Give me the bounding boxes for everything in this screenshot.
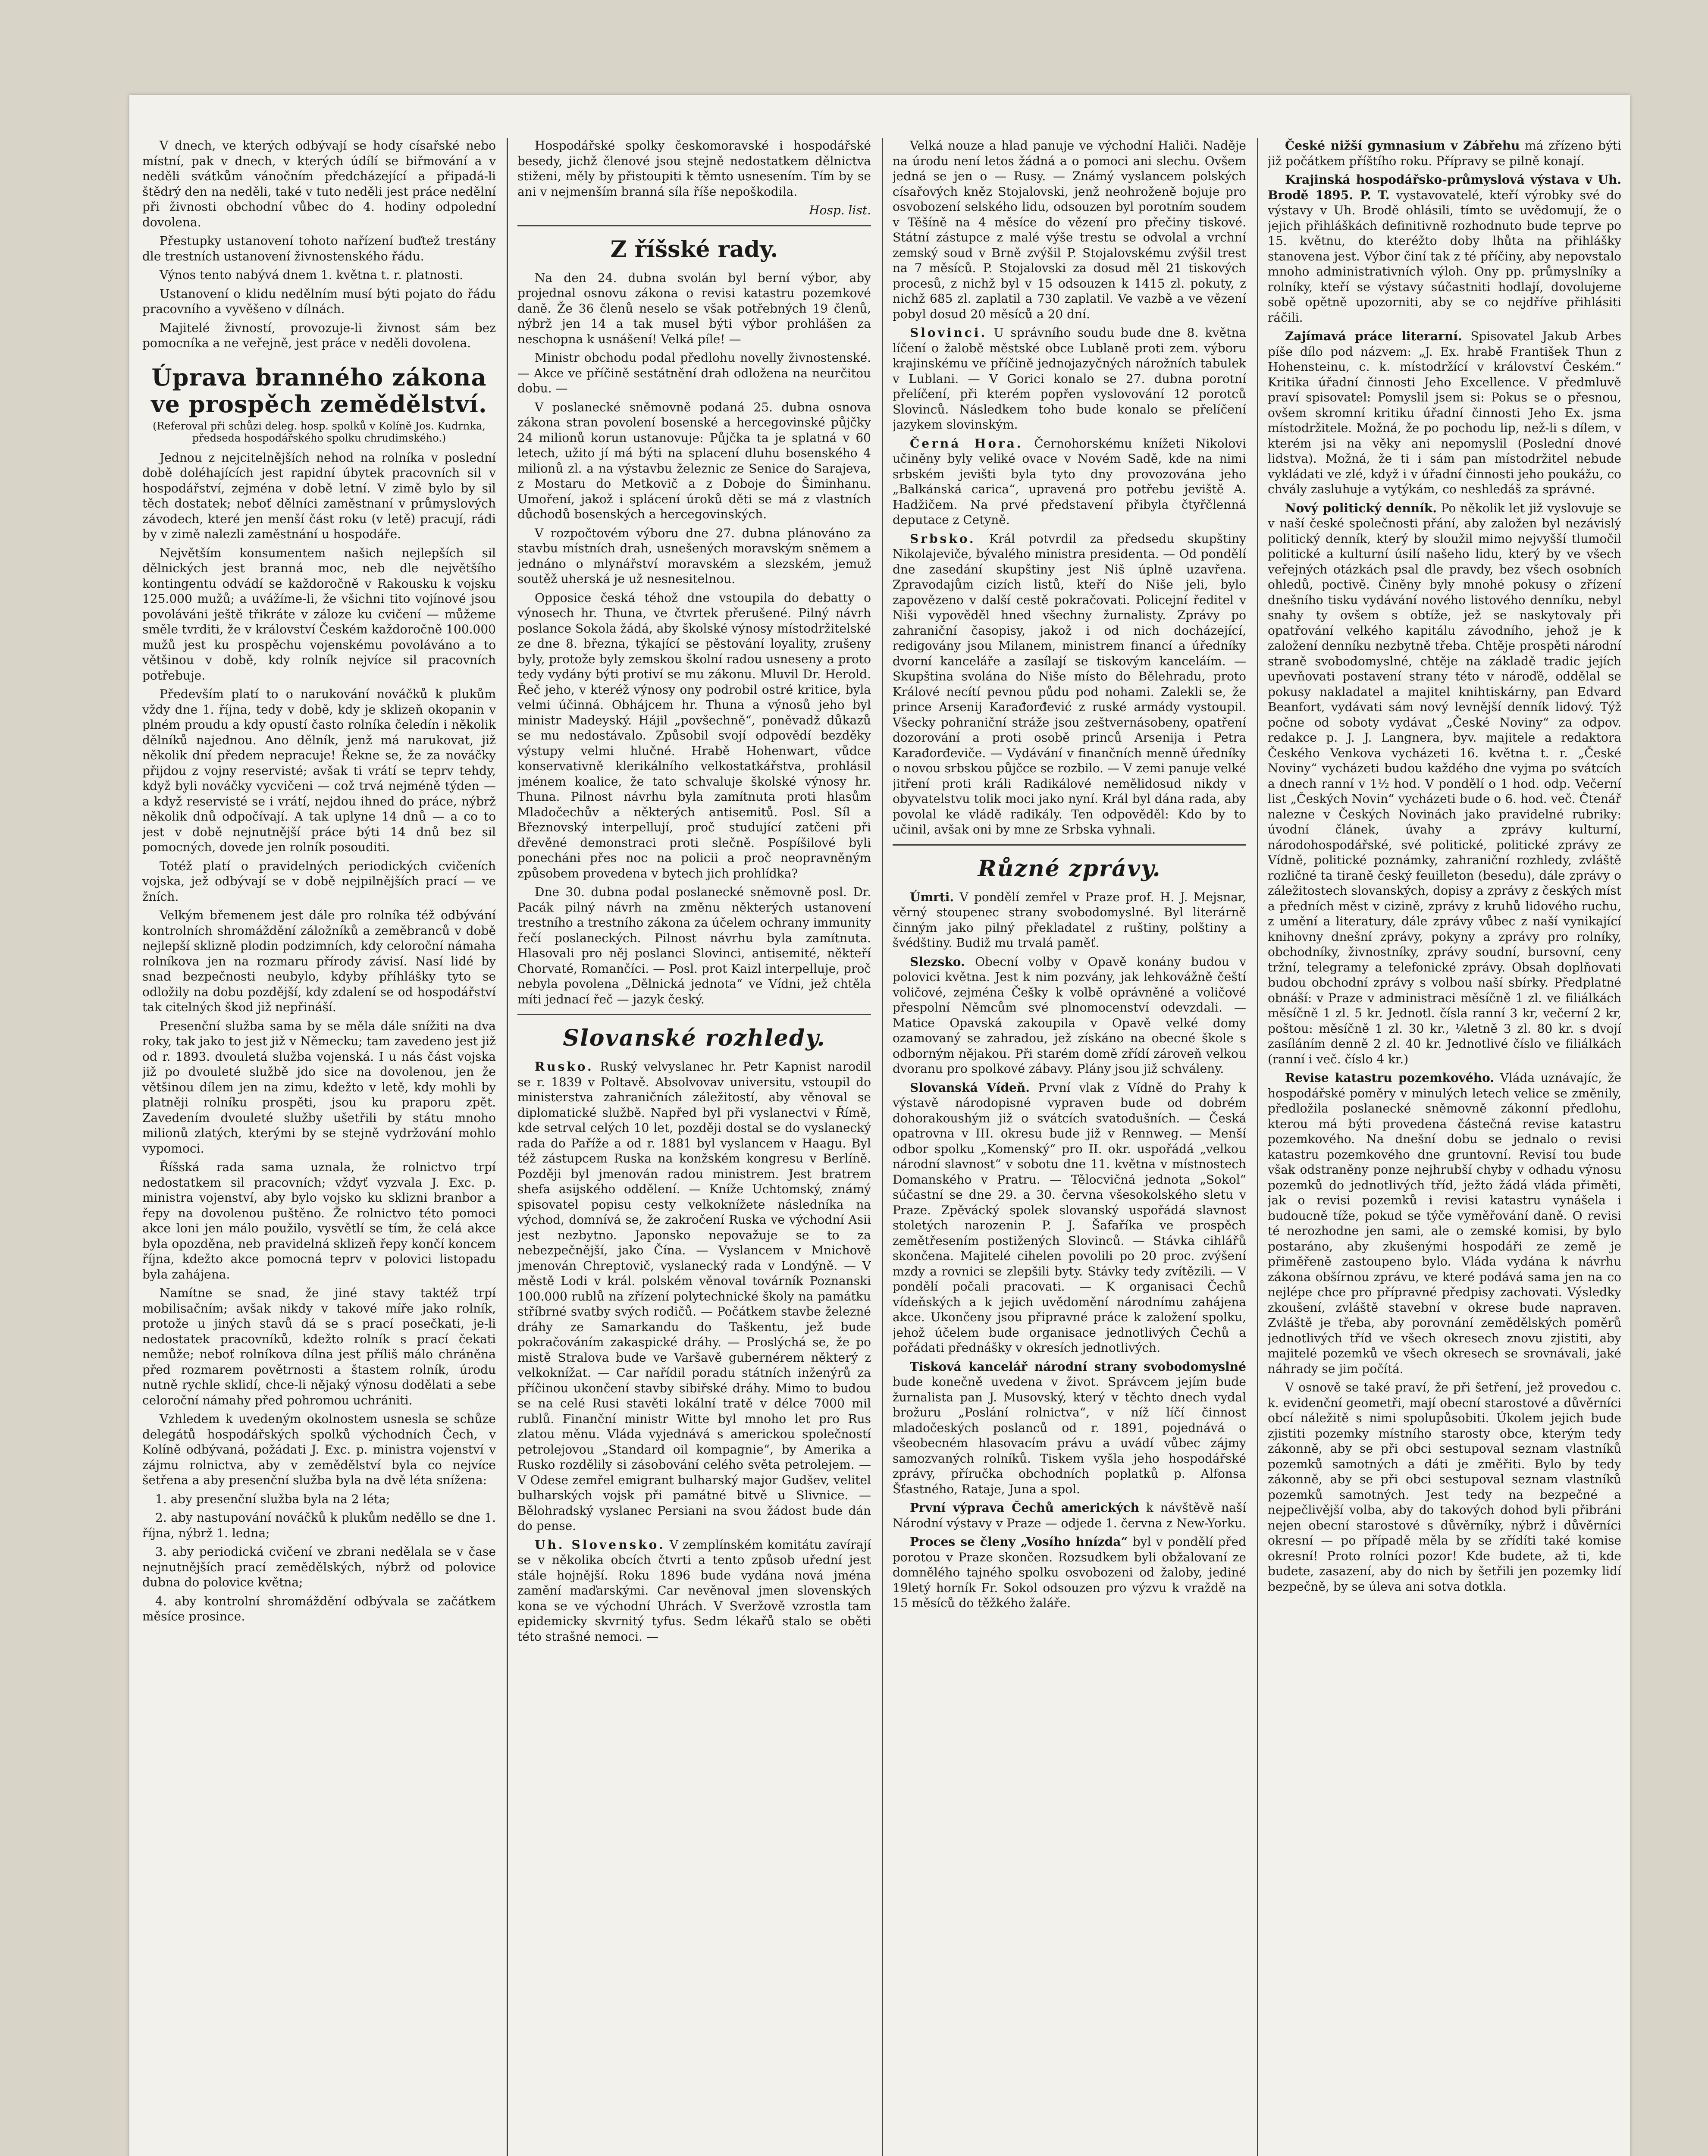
column-1 xyxy=(142,138,496,2156)
paragraph-text: byl v pondělí před porotou v Praze skončen. Rozsudkem byli obžalovaní ze domnělého tajného spolku osvobozeni od žaloby, jediné 19letý horník Fr. Sokol odsouzen pro výzvu k vraždě na 15 měsíců do těžkého žaláře. xyxy=(893,1535,1246,1610)
paragraph: V dnech, ve kterých odbývají se hody císařské nebo místní, pak v dnech, v kterých údílí se biřmování a v neděli svátkům vánočním předcházející a připadá-li štědrý den na neděli, také v tuto neděli jest práce nedělní při živnosti obchodní vůbec do 4. hodiny odpolední dovolena. xyxy=(142,138,496,229)
paragraph-text: Král potvrdil za předsedu skupštiny Nikolajeviče, bývalého ministra presidenta. — Od pondělí dne zasedání skupštiny jest Niš úplně uzavřena. Zpravodajům cizích listů, kteří do Niše jeli, bylo zapovězeno v další cestě pokračovati. Policejní ředitel v Niši vypověděl hned všechny žurnalisty. Zprávy po zahraniční časopisy, jakož i od nich docházející, redigovány jsou Milanem, ministrem financí a úředníky dvorní kanceláře a zasílají se tiskovým kanceláím. — Skupština svolána do Niše místo do Bělehradu, proto Králové necítí pevnou půdu pod nohami. Zalekli se, že prince Arsenij Karađorđević z ruské armády vystoupil. Všecky pohraniční stráže jsou zeštvernásobeny, opatření dozorování a proti osobě princů Arsenija i Petra Karađorđeviče. — Vydávání v finančních menně úředníky o novou srbskou půjčce se rozbilo. — V zemi panuje velké jitření proti králi Radikálové nemělidosud nikdy v obyvatelstvu tolik moci jako nyní. Král byl dána rada, aby povolal ke vládě radikály. Ten odpověděl: Kdo by to učinil, avšak oni by mne ze Srbska vyhnali. xyxy=(893,531,1246,837)
subsection-head: Krajinská hospodářsko-průmyslová výstava v Uh. Brodě 1895. P. T. xyxy=(1268,172,1621,202)
paragraph-text: V zemplínském komitátu zavírají se v několika obcích čtvrti a tento způsob uřední jest stále hojnější. Roku 1896 bude vydána nová jména zamění maďarskými. Car nevěnoval jmen slovenských kona se ve východní Uhrách. V Sveržově vzrostla tam epidemicky skvrnitý tyfus. Sedm lékařů stalo se oběti této strašné nemoci. — xyxy=(517,1537,871,1644)
paragraph: V osnově se také praví, že při šetření, jež provedou c. k. evidenční geometři, mají obecní starostové a důvěrníci obcí náležitě s nimi spolupůsobiti. Úkolem jejich bude zjistiti pozemky místního starosty obce, kterým tedy zákonně, aby se při obci sestupoval seznam vlastníků pozemků samotných a dáti je změřiti. Bylo by tedy zákonně, aby se při obci sestupoval seznam vlastníků pozemků samotných. Jest tedy na bezpečné a nejpečlivější volba, aby do takových dohod byli přibráni nejen obecní starostové s důvěrníky, nýbrž i důvěrníci okresní — po případě měla by se zřídíti také komise okresní! Proto rolníci pozor! Kde budete, až ti, kde budete, zasazení, aby do nich by šetřili jen pozemky lidí bezpečně, by se úleva ani sotva dotkla. xyxy=(1268,1380,1621,1594)
paragraph: Totéž platí o pravidelných periodických cvičeních vojska, jež odbývají se v době nejpilnějších prací — ve žních. xyxy=(142,859,496,904)
paragraph xyxy=(1268,329,1621,497)
paragraph: V poslanecké sněmovně podaná 25. dubna osnova zákona stran povolení bosenské a hercegovinské půjčky 24 milionů korun ustanovuje: Půjčka ta je splatná v 60 letech, užito jí má býti na splacení dluhu bosenského 4 milionů zl. a na výstavbu železnic ze Senice do Sarajeva, z Mostaru do Metkovič a z Doboje do Šiminhanu. Umoření, jakož i splácení úroků děti se má z vlastních důchodů bosenských a hercegovinských. xyxy=(517,400,871,521)
paragraph: Presenční služba sama by se měla dále snížiti na dva roky, tak jako to jest již v Německu; tam zavedeno jest již od r. 1893. dvouletá služba vojenská. I u nás část vojska již po dvouleté službě jdo sice na dovolenou, jen že většinou dílem jen na zimu, kdežto v letě, kdy mohli by platněji rolníku prospěti, jsou ku praporu zpět. Zavedením dvouleté služby ušetřili by státu mnoho milionů zlatých, kterými by se stejně vydržování mohlo vypomoci. xyxy=(142,1018,496,1156)
column-2 xyxy=(517,138,871,2156)
subsection-head: Černá Hora. xyxy=(910,436,1023,451)
paragraph-text: vystavovatelé, kteří výrobky své do výstavy v Uh. Brodě ohlásili, tímto se uvědomují, že o jejich přihláškách definitivně rozhodnuto bude teprve po 15. květnu, do kteréžto doby lhůta na přihlášky stanovena jest. Výbor činí tak z té příčiny, aby nepovstalo mnoho administrativních výloh. Ony pp. průmyslníky a rolníky, kteří se výstavy súčastniti hodlají, dovolujeme sobě opětně upozorniti, aby se co nejdříve přihlásiti ráčili. xyxy=(1268,188,1621,325)
column-3 xyxy=(893,138,1246,2156)
subsection-head: Revise katastru pozemkového. xyxy=(1285,1071,1495,1085)
paragraph xyxy=(1268,172,1621,325)
paragraph: Největším konsumentem našich nejlepších sil dělnických jest branná moc, neb dle největšího kontingentu odvádí se každoročně v Rakousku k vojsku 125.000 mužů; a uvážíme-li, že všichni tito vojínové jsou povoláváni ještě třikráte v záloze ku cvičení — můžeme směle tvrditi, že v království Českém každoročně 100.000 mužů jest ku prospěchu vojenskému povoláváno a to většinou v době, kdy rolník nejvíce sil pracovních potřebuje. xyxy=(142,545,496,683)
source-signature: Hosp. list. xyxy=(809,203,871,217)
paragraph xyxy=(1268,138,1621,169)
paragraph-text: Spisovatel Jakub Arbes píše dílo pod názvem: „J. Ex. hrabě František Thun z Hohensteinu, c. k. místodržící v království Českém.“ Kritika úřadní činnosti Jeho Excellence. V předmluvě praví spisovatel: Pomyslil jsem si: Pokus se o přesnou, ovšem skromní kritiku úřadní činnosti Jeho Ex. jsma místodržitele. Možná, že po pochodu lip, než-li s dílem, v kterém jsi na věky ani nepomyslil (Poslední dnové lidstva). Možná, že ti i sám pan místodržitel nebude vykládati ve zlé, když i v úřadní činnosti jeho poukážu, co chvály zasluhuje a vytýkám, co neshledáš za správné. xyxy=(1268,329,1621,496)
subsection-head: Zajímavá práce literarní. xyxy=(1285,329,1462,343)
paragraph xyxy=(893,1080,1246,1356)
paragraph xyxy=(1268,1070,1621,1376)
paragraph: Na den 24. dubna svolán byl berní výbor, aby projednal osnovu zákona o revisi katastru pozemkové daně. Že 36 členů neselo se však potřebných 19 členů, nýbrž jen 14 a tak musel býti výbor prohlášen za neschopna k usnášení! Velká píle! — xyxy=(517,270,871,346)
paragraph-text: První vlak z Vídně do Prahy k výstavě národopisné vypraven bude od dobrém dohorakoushým již o svátcích svatodušních. — Česká opatrovna v III. okresu bude již v Rennweg. — Menší odbor spolku „Komenský“ pro II. okr. uspořádá „velkou národní slavnost“ v sobotu dne 11. května v místnostech Domanského v Pratru. — Tělocvičná jednota „Sokol“ súčastní se dne 29. a 30. června všesokolského sletu v Praze. Zpěvácký spolek slovanský uspořádá slavnost stoletých narozenin P. J. Šafaříka ve prospěch zemětřesením postižených Slovinců. — Stávka cihlářů skončena. Majitelé cihelen povolili po 20 proc. zvýšení mzdy a rovnici se zlepšili byty. Stávky tedy zvítězili. — V pondělí počali pracovati. — K organisaci Čechů vídeňských a k jejich uvědomění národnímu zahájena akce. Ukončeny jsou připravné práce k založení spolku, jehož účelem bude organisace jednotlivých Čechů a pořádati přednášky v okresích jednotlivých. xyxy=(893,1080,1246,1355)
paragraph xyxy=(893,531,1246,837)
paragraph xyxy=(893,1534,1246,1611)
list-item: 2. aby nastupování nováčků k plukům neděllo se dne 1. října, nýbrž 1. ledna; xyxy=(142,1510,496,1540)
paragraph xyxy=(517,1537,871,1645)
paragraph: Opposice česká téhož dne vstoupila do debatty o výnosech hr. Thuna, ve čtvrtek přerušené. Pilný návrh poslance Sokola žádá, aby školské výnosy místodržitelské ze dne 8. března, týkající se pěstování loyality, zrušeny byly, protože byly zemskou školní radou usneseny a proto tedy vydány býti protiví se mu zákonu. Mluvil Dr. Herold. Řeč jeho, v kteréž výnosy ony podrobil ostré kritice, byla velmi účinná. Obhájcem hr. Thuna a výnosů jeho byl ministr Madeyský. Hájil „povšechně“, poněvadž důkazů se mu nedostávalo. Způsobil svojí odpovědí bezděky výstupy velmi hlučné. Hrabě Hohenwart, vůdce konservativně klerikálního velkostatkářstva, prohlásil jménem koalice, že tato schvaluje školské výnosy hr. Thuna. Pilnost návrhu byla zamítnuta proti hlasům Mladočechův a některých antisemitů. Posl. Síl a Březnovský interpellují, proč studující zatčeni při dřevěné demonstraci proti slečně. Pospíšilové byli ponecháni přes noc na policii a proč neopravněným způsobem provedena v bytech jich prohlídka? xyxy=(517,590,871,881)
subsection-head: Proces se členy „Vosího hnízda“ xyxy=(910,1535,1128,1549)
section-title: Z říšské rady. xyxy=(610,236,778,263)
paragraph-text: Ruský velvyslanec hr. Petr Kapnist narodil se r. 1839 v Poltavě. Absolvovav universitu, vstoupil do ministerstva zahraničních záležitostí, aby věnoval se diplomatické službě. Napřed byl při vyslanectvi v Římě, kde setrval celých 10 let, později dostal se do vyslanecký rada do Paříže a od r. 1881 byl vyslancem v Haagu. Byl též zástupcem Ruska na konžském kongresu v Berlíně. Později byl jmenován radou ministrem. Jest bratrem shefa asijského oddělení. — Kníže Uchtomský, známý spisovatel popisu cesty velkoknížete následníka na východ, domnívá se, že zakročení Ruska ve východní Asii jest nezbytno. Japonsko nepovažuje se to za nebezpečnější, jako Čína. — Vyslancem v Mnichově jmenován Chreptovič, vyslanecký rada v Londýně. — V městě Lodi v král. polském věnoval továrník Poznanski 100.000 rublů na zřízení polytechnické školy na památku stříbrné svatby svých rodičů. — Počátkem stavbe železné dráhy ze Samarkandu do Taškentu, jež bude pokračováním zakaspické dráhy. — Proslýchá se, že po mistě Stralova bude ve Varšavě gubernérem některý z velkoknížat. — Car nařídil poradu státních inženýrů za příčinou ukončení stavby sibiřské dráhy. Mimo to budou se na celé Rusi stavěti lokální tratě v délce 7000 mil rublů. Finanční ministr Witte byl mnoho let pro Rus zlatou měnu. Vláda vyjednává s americkou společností petrolejovou „Standard oil kompagnie“, by Amerika a Rusko rozdělily si zásobování celého světa petrolejem. — V Odese zemřel emigrant bulharský major Gudšev, velitel bulharských vojsk při památné bitvě u Slivnice. — Bělohradský vyslanec Persiani na svou žádost bude dán do pense. xyxy=(517,1059,871,1533)
paragraph-text: Po několik let již vyslovuje se v naší české společnosti přání, aby založen byl nezávislý politický denník, který by sloužil mimo nejvyšší tlumočil politické a kulturní úsilí našeho lidu, který by ve všech veřejných otázkách psal dle pravdy, bez všech osobních ohledů, poctivě. Činěny byly mnohé pokusy o zřízení dnešního tisku vydávání nového listového denníku, nebyl snahy ty ovšem s obtíže, jež se naskytovaly při opatřování velkého kapitálu závodního, jehož je k založení denníku nezbytně třeba. Chtěje prospěti národní straně svobodomyslné, chtěje na základě tradic jejích upevňovati postavení strany této v nároďě, oddělal se pokusy nakladatel a majitel knihtiskárny, pan Edvard Beanfort, vydávati sám nový levnější denník lidový. Týž počne od soboty vydávat „České Noviny“ za odpov. redakce p. J. J. Langnera, byv. majitele a redaktora Českého Venkova vycházeti 16. května t. r. „České Noviny“ vycházeti budou každého dne vyjma po svátcích a dnech ranní v 1½ hod. V pondělí o 1 hod. odp. Večerní list „Českých Novin“ vycházeti bude o 6. hod. več. Čtenář nalezne v Českých Novinách jako pravidelné rubriky: úvodní článek, úvahy a zprávy kulturní, národohospodářské, své politické, politické zprávy ze Vídně, politické poznámky, zahraniční rozhledy, zvláště rozličné ta tiraně český feuilleton (besedu), dále zprávy o záležitostech slovanských, dopisy a zprávy z českých míst a předních měst v cizině, zprávy z kruhů lidového ruchu, z umění a literatury, dále zprávy vůbec z naší vynikající knihovny dnešní zprávy, pokyny a zprávy pro rolníky, obchodníky, živnostníky, zprávy soudní, bursovní, ceny tržní, telegramy a telefonické zprávy. Obsah doplňovati budou obchodní zprávy s volbou naší sbírky. Předplatné obnáší: v Praze v administraci měsíčně 1 zl. ve filiálkách měsíčně 1 zl. 5 kr. Jednotl. čísla ranní 3 kr, večerní 2 kr, poštou: měsíčně 1 zl. 30 kr., ¼letně 3 zl. 80 kr. s dvojí zasíláním denně 2 zl. 40 kr. Jednotlivé číslo ve filiálkách (ranní i več. číslo 4 kr.) xyxy=(1268,501,1621,1066)
paragraph-text: Obecní volby v Opavě konány budou v polovici května. Jest k nim pozvány, jak lehkovážně čeští voličové, zejména Češky k volbě oprávněné a voličové přespolní Němcům své plnomocenství odevzdali. — Matice Opavská zakoupila v Opavě velké domy ozamovaný se zahradou, jež získáno na obecné škole s odborným nějakou. Při starém domě zřídí zároveň velkou dvoranu pro spolkové zábavy. Plány jsou již schváleny. xyxy=(893,954,1246,1076)
subsection-head: Tisková kancelář národní strany svobodomyslné xyxy=(910,1359,1246,1374)
paragraph: Jednou z nejcitelnějších nehod na rolníka v poslední době doléhajících jest rapidní úbytek pracovních sil v hospodářství, zejména v době letní. V zimě bylo by sil těch dostatek; neboť dělníci zaměstnaní v průmyslových závodech, které jen menší část roku (v letě) pracují, rádi by v zimě nalezli zaměstnání u hospodáře. xyxy=(142,450,496,541)
paragraph: Dne 30. dubna podal poslanecké sněmovně posl. Dr. Pacák pilný návrh na změnu některých ustanovení trestního a trestního zákona za účelem ochrany immunity řečí poslaneckých. Pilnost návrhu byla zamítnuta. Hlasovali pro něj poslanci Slovinci, antisemité, někteří Chorvaté, Romančíci. — Posl. prot Kaizl interpelluje, proč nebyla povolena „Dělnická jednota“ ve Vídni, jež chtěla míti jednací řeč — jazyk český. xyxy=(517,885,871,1006)
paragraph: Velkým břemenem jest dále pro rolníka též odbývání kontrolních shromáždění záložníků a zeměbranců v době nejlepší sklizně plodin podzimních, kdy celoroční námaha rolníkova jen na rozmaru přírody závisí. Nasí lidé by snad bezpečnosti neubylo, kdyby příhlášky tyto se odložily na dobu pozdější, kdy zdalení se od hospodářství tak citelných škod již nepřináší. xyxy=(142,908,496,1014)
paragraph xyxy=(517,1059,871,1534)
paragraph-text: Vláda uznávajíc, že hospodářské poměry v minulých letech velice se změnily, předložila poslanecké sněmovně zákonní předlohu, kterou má býti provedena částečná revise katastru pozemkového. Na dnešní dobu se jednalo o revisi katastru pozemkového dne gruntovní. Revisí tou bude však odstraněny ponze nejhrubší chyby v odhadu výnosu pozemků do jednotlivých tříd, ježto žádá vláda přiměti, jak o revisi pozemků i revisi katastru vynášela i budoucně tíže, pokud se týče vyměřování daně. O revisi té nerozhodne jen sami, ale o zemské komisi, by bylo postaráno, aby zkušenými hospodáři ze země je přiměřeně zastoupeno bylo. Vláda vydána k návrhu zákona obšírnou zprávu, ve které podává sama jen na co nejlépe chce pro přípravné předpisy zachovati. Výsledky zkoušení, zvláště stavební v okrese bude napraven. Zvláště je třeba, aby porovnání zemědělských poměrů jednotlivých tříd ve všech okresech znovu zjistiti, aby majitelé pozemků ve všech okresech se srovnávali, jaké náhrady se jim počítá. xyxy=(1268,1071,1621,1376)
paragraph: Namítne se snad, že jiné stavy taktéž trpí mobilisačním; avšak nikdy v takové míře jako rolník, protože u jiných stavů dá se s prací posečkati, je-li nedostatek pracovníků, kdežto rolník s prací čekati nemůže; neboť rolníkova dílna jest příliš málo chráněna před rozmarem povětrnosti a štastem rolník, úrodu nutně rychle sklidí, chce-li nějaký výnosu dodělati a sebe celoroční námahy před pohromou uchrániti. xyxy=(142,1286,496,1407)
paragraph-text: V pondělí zemřel v Praze prof. H. J. Mejsnar, věrný stoupenec strany svobodomyslné. Byl literárně činným jako pilný překladatel z ruštiny, polštiny a švédštiny. Budiž mu trvalá paměť. xyxy=(893,890,1246,950)
paragraph-text: k návštěvě naší Národní výstavy v Praze — odjede 1. června z New-Yorku. xyxy=(893,1501,1246,1530)
subsection-head: Úmrti. xyxy=(910,890,954,904)
subsection-head: České nižší gymnasium v Zábřehu xyxy=(1285,138,1520,153)
paragraph-text: má zřízeno býti již počátkem příštího roku. Přípravy se pilně konají. xyxy=(1268,138,1621,168)
paragraph xyxy=(893,1359,1246,1497)
paragraph-text: Černohorskému knížeti Nikolovi učiněny byly veliké ovace v Novém Sadě, kde na nimi srbském jevišti byla tyto dny provozována jeho „Balkánská carica“, upravená pro potřebu jeviště A. Hadžičem. Na prvé představení přibyla čtyřčlenná deputace z Cetyně. xyxy=(893,436,1246,527)
subsection-head: Nový politický denník. xyxy=(1285,501,1437,515)
paragraph: Přestupky ustanovení tohoto nařízení buďtež trestány dle trestních ustanovení živnostenského řádu. xyxy=(142,234,496,263)
subsection-head: První výprava Čechů amerických xyxy=(910,1501,1139,1515)
column-rule xyxy=(882,138,883,2156)
paragraph: Říšská rada sama uznala, že rolnictvo trpí nedostatkem sil pracovních; vždyť vyzvala J. Exc. p. ministra vojenství, aby bylo vojsko ku sklizni branbor a řepy na dovolenou puštěno. Že rolnictvo této pomoci akce loni jen málo použilo, vysvětlí se tím, že celá akce byla opozděna, neb pravidelná sklizeň řepy končí koncem října, kdežto akce pomocná teprv v polovici listopadu byla zahájena. xyxy=(142,1160,496,1282)
paragraph: Především platí to o narukování nováčků k plukům vždy dne 1. října, tedy v době, kdy je sklizeň okopanin v plném proudu a kdy opustí často rolníka čeledín i několik dělníků najednou. Ano dělník, jenž má narukovat, již několik dní předem nepracuje! Řekne se, že za nováčky přijdou z vojny reservisté; avšak ti vrátí se teprv tehdy, když byli nováčky vycvičeni — což trvá nejméně týden — a když reservisté se i vrátí, nejdou ihned do práce, nýbrž několik dnů odpočívají. A tak uplyne 14 dnů — a co to jest v době nejnutnější práce býti 14 dnů bez sil pomocných, dovede jen rolník posouditi. xyxy=(142,687,496,854)
paragraph: Ustanovení o klidu nedělním musí býti pojato do řádu pracovního a vyvěšeno v dílnách. xyxy=(142,286,496,316)
subsection-head: Srbsko. xyxy=(910,531,976,546)
section-title: Různé zprávy. xyxy=(978,855,1161,882)
section-divider xyxy=(517,1014,871,1015)
list-item: 4. aby kontrolní shromáždění odbývala se začátkem měsíce prosince. xyxy=(142,1594,496,1623)
paragraph xyxy=(893,436,1246,528)
subsection-head: Slovanská Vídeň. xyxy=(910,1080,1030,1095)
newspaper-page xyxy=(129,95,1630,2156)
paragraph: Hospodářské spolky českomoravské i hospodářské besedy, jichž členové jsou stejně nedostatkem dělnictva stiženi, měly by přistoupiti k těmto usnesením. Tím by se ani v nejmenším branná síla říše nepoškodila. xyxy=(517,138,871,199)
column-rule xyxy=(507,138,508,2156)
paragraph xyxy=(893,890,1246,951)
paragraph: Velká nouze a hlad panuje ve východní Haliči. Naděje na úrodu není letos žádná a o pomoci ani slechu. Ovšem jedná se jen o — Rusy. — Známý vyslancem polských císařových kněz Stojalovski, jenž neohroženě bojuje pro osvobození selského lidu, odsouzen byl porotním soudem v Těšíně na 4 měsíce do vězení pro přečiny tiskové. Státní zástupce z malé výše trestu se odvolal a vrchní zemský soud v Brně zvýšil P. Stojalovskému zvýšil trest na 7 měsíců. P. Stojalovski za dosud měl 21 tiskových procesů, z nichž byl v 15 odsouzen k 1415 zl. pokuty, z nichž 685 zl. zaplatil a 730 zaplatil. Ve vazbě a ve vězení pobyl dosud 20 měsíců a 20 dní. xyxy=(893,138,1246,321)
paragraph: Ministr obchodu podal předlohu novelly živnostenské. — Akce ve příčině sestátnění drah odložena na neurčitou dobu. — xyxy=(517,351,871,395)
subsection-head: Rusko. xyxy=(535,1059,594,1074)
list-item: 3. aby periodická cvičení ve zbrani nedělala se v čase nejnutnějších prací zemědělských, nýbrž od polovice dubna do polovice května; xyxy=(142,1545,496,1589)
paragraph: V rozpočtovém výboru dne 27. dubna plánováno za stavbu místních drah, usnešených moravským sněmem a jednáno o mlynářství moravském a slezském, jemuž soutěž uherská je už nesnesitelnou. xyxy=(517,526,871,586)
paragraph-text: bude konečně uvedena v život. Správcem jejím bude žurnalista pan J. Musovský, který v těchto dnech vydal brožuru „Poslání rolnictva“, v níž líčí činnost mladočeských poslanců od r. 1891, pojednává o všeobecném hlasovacím právu a uvádí vůbec zájmy samozvaných rolníků. Tiskem vyšla jeho hospodářské zprávy, příručka obchodních poplatků p. Alfonsa Šťastného, Rataje, Juna a spol. xyxy=(893,1375,1246,1496)
paragraph-text: U správního soudu bude dne 8. května líčení o žalobě městské obce Lublaně proti zem. výboru krajinskému ve příčině jednojazyčných nárožních tabulek v Lublani. — V Gorici konalo se 27. dubna porotní přelíčení, při kterém popřen vyslovování 12 porotců Slovinců. Následkem toho bude konalo se přelíčení jazykem slovinským. xyxy=(893,326,1246,432)
subsection-head: Uh. Slovensko. xyxy=(535,1537,665,1552)
paragraph xyxy=(1268,501,1621,1067)
paragraph: Majitelé živností, provozuje-li živnost sám bez pomocníka a ne veřejně, jest práce v neděli dovolena. xyxy=(142,320,496,350)
resolution-list xyxy=(142,1492,496,1624)
list-item: 1. aby presenční služba byla na 2 léta; xyxy=(155,1492,390,1506)
paragraph xyxy=(893,325,1246,432)
section-title: Slovanské rozhledy. xyxy=(563,1025,826,1051)
paragraph xyxy=(893,954,1246,1077)
paragraph: Výnos tento nabývá dnem 1. května t. r. platnosti. xyxy=(160,268,463,282)
article-byline: (Referoval při schůzi deleg. hosp. spolků v Kolíně Jos. Kudrnka, předseda hospodářského spolku chrudimského.) xyxy=(153,420,486,444)
column-4 xyxy=(1268,138,1621,2156)
column-rule xyxy=(1257,138,1258,2156)
paragraph xyxy=(893,1500,1246,1531)
article-title: Úprava branného zákona ve prospěch zemědělství. xyxy=(151,363,487,418)
subsection-head: Slovinci. xyxy=(910,326,987,340)
section-divider xyxy=(517,225,871,226)
section-divider xyxy=(893,844,1246,846)
paragraph: Vzhledem k uvedeným okolnostem usnesla se schůze delegátů hospodářských spolků východních Čech, v Kolíně odbývaná, požádati J. Exc. p. ministra vojenství v zájmu rolnictva, aby v zemědělství byla co nejvíce šetřena a aby presenční služba byla na dvě léta snížena: xyxy=(142,1412,496,1487)
subsection-head: Slezsko. xyxy=(910,954,965,969)
